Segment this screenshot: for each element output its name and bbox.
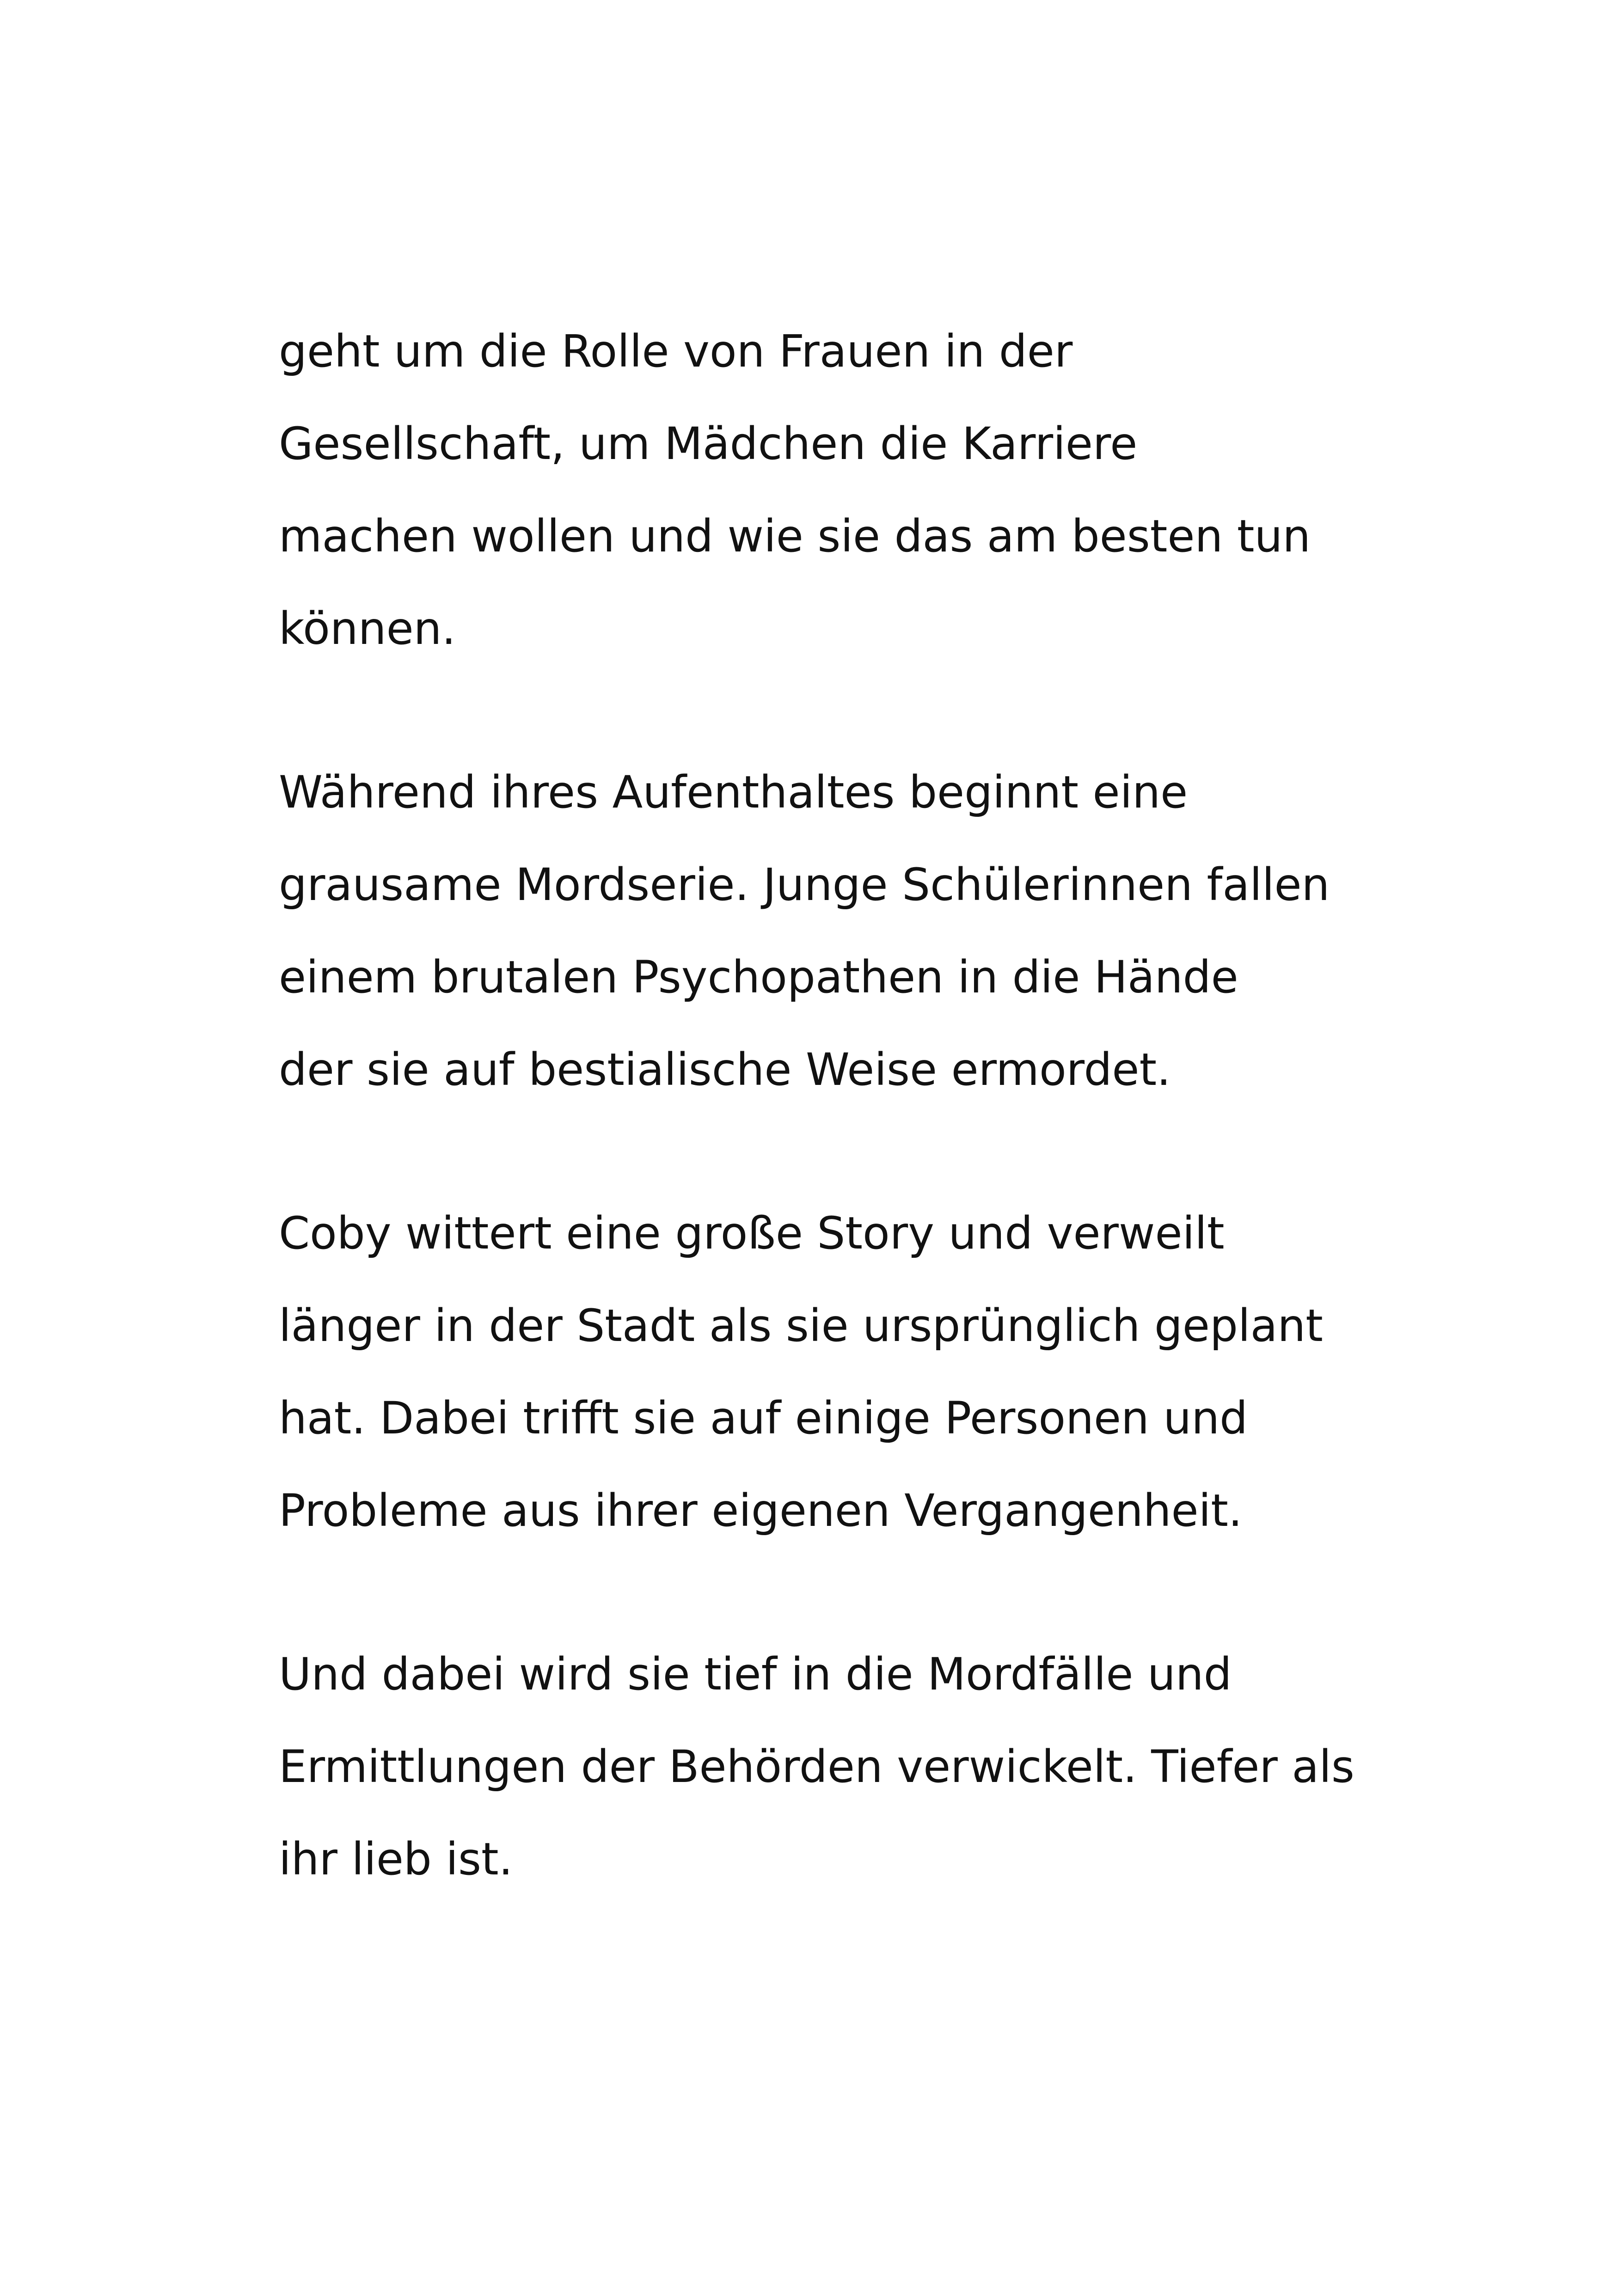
text-line: der sie auf bestialische Weise ermordet.: [279, 1044, 1171, 1096]
body-text: [279, 305, 1388, 1977]
paragraph-3: [279, 1187, 1388, 1557]
text-line: ihr lieb ist.: [279, 1833, 513, 1885]
text-line: geht um die Rolle von Frauen in der: [279, 325, 1073, 377]
paragraph-1: [279, 305, 1388, 675]
paragraph-2: [279, 746, 1388, 1116]
text-line: einem brutalen Psychopathen in die Hände: [279, 951, 1238, 1003]
text-line: grausame Mordserie. Junge Schülerinnen fallen: [279, 859, 1330, 911]
text-line: Ermittlungen der Behörden verwickelt. Tiefer als: [279, 1741, 1354, 1793]
text-line: Coby wittert eine große Story und verweilt: [279, 1207, 1225, 1259]
text-line: machen wollen und wie sie das am besten tun: [279, 510, 1311, 562]
text-line: hat. Dabei trifft sie auf einige Personen und: [279, 1392, 1248, 1444]
text-line: Während ihres Aufenthaltes beginnt eine: [279, 766, 1188, 818]
paragraph-4: [279, 1628, 1388, 1905]
text-line: Gesellschaft, um Mädchen die Karriere: [279, 418, 1138, 470]
text-line: länger in der Stadt als sie ursprünglich geplant: [279, 1300, 1323, 1352]
text-line: Probleme aus ihrer eigenen Vergangenheit.: [279, 1485, 1243, 1537]
text-line: Und dabei wird sie tief in die Mordfälle und: [279, 1648, 1232, 1700]
text-line: können.: [279, 603, 456, 655]
